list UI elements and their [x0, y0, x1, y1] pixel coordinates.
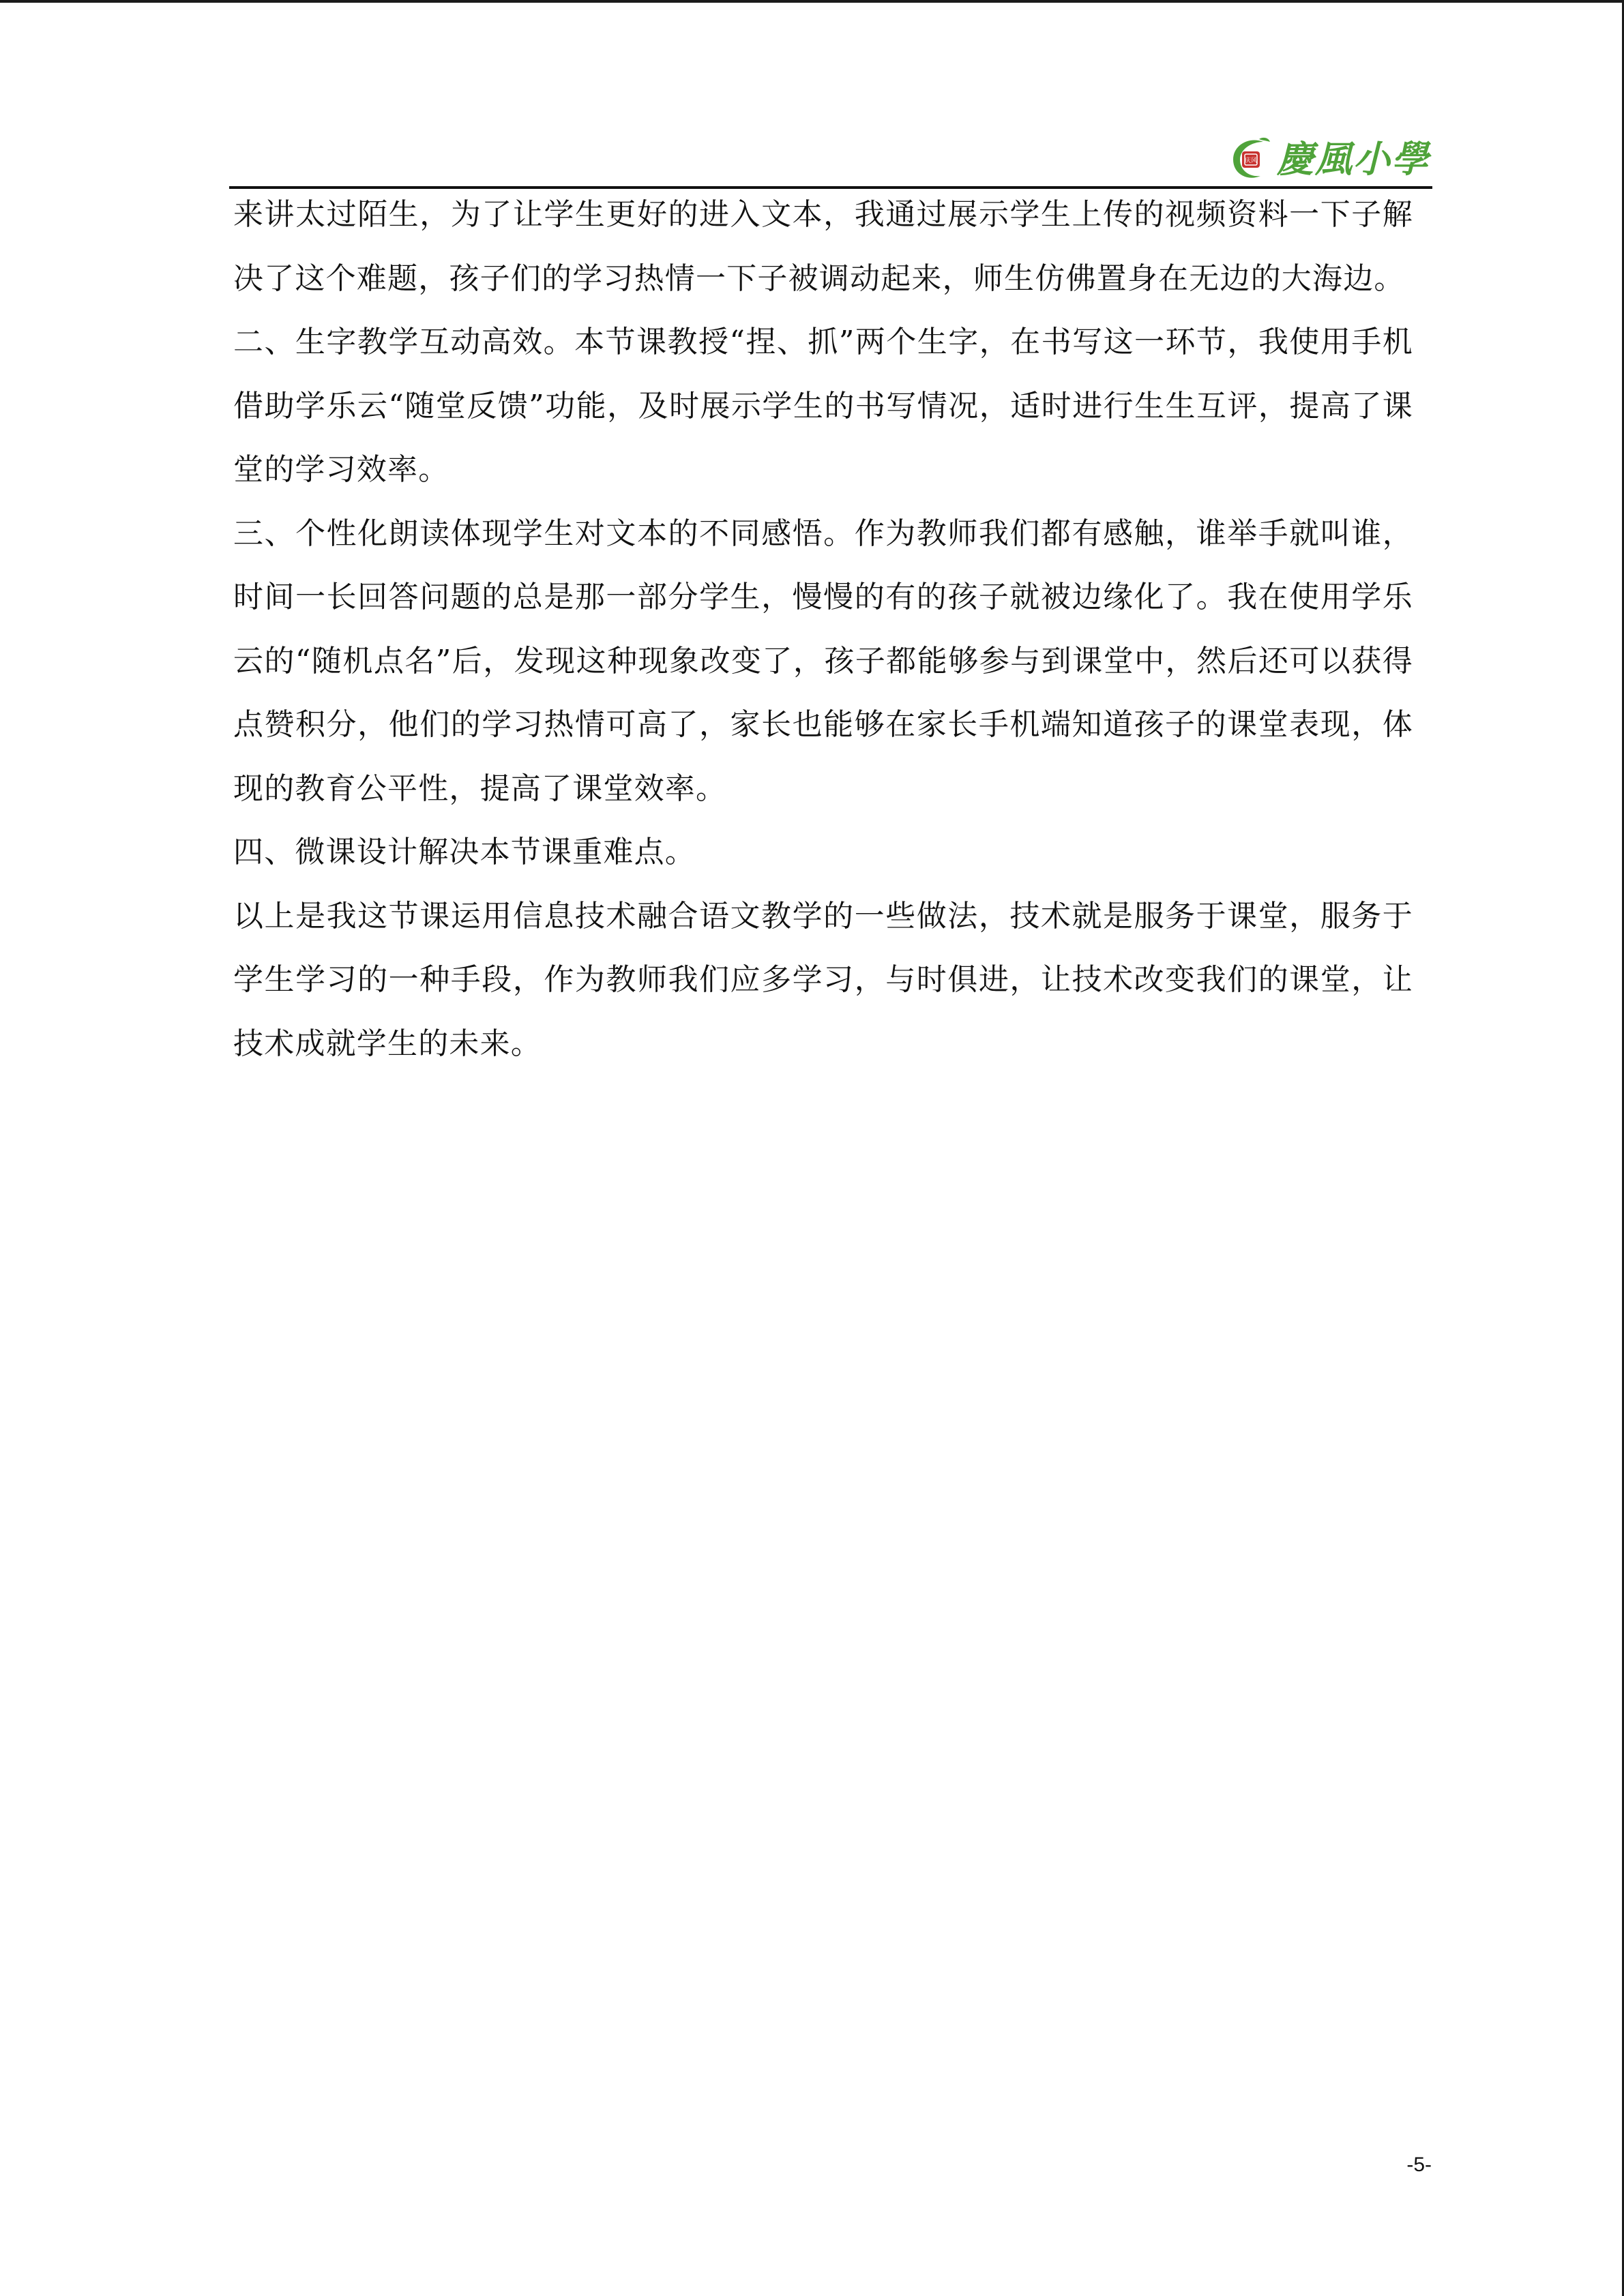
- school-emblem-icon: [1229, 135, 1273, 183]
- paragraph-conclusion: 以上是我这节课运用信息技术融合语文教学的一些做法，技术就是服务于课堂，服务于学生学习的一种手段，作为教师我们应多学习，与时俱进，让技术改变我们的课堂，让技术成就学生的未来。: [233, 898, 1413, 1061]
- page-top-border: [0, 0, 1624, 3]
- school-logo: [1229, 130, 1430, 188]
- paragraph-continuation: 来讲太过陌生，为了让学生更好的进入文本，我通过展示学生上传的视频资料一下子解决了这个难题，孩子们的学习热情一下子被调动起来，师生仿佛置身在无边的大海边。: [233, 197, 1413, 296]
- school-name: 慶風小學: [1277, 137, 1430, 181]
- page-number: -5-: [1406, 2153, 1432, 2176]
- paragraph-personalized-reading: 三、个性化朗读体现学生对文本的不同感悟。作为教师我们都有感触，谁举手就叫谁，时间一长回答问题的总是那一部分学生，慢慢的有的孩子就被边缘化了。我在使用学乐云的“随机点名”后，发现这种现象改变了，孩子都能够参与到课堂中，然后还可以获得点赞积分，他们的学习热情可高了，家长也能够在家长手机端知道孩子的课堂表现，体现的教育公平性，提高了课堂效率。: [233, 516, 1413, 806]
- logo-seal-text: 庆风: [1244, 158, 1258, 164]
- document-body: [233, 183, 1413, 1075]
- page-header: [229, 130, 1432, 188]
- paragraph-micro-lesson: 四、微课设计解决本节课重难点。: [233, 835, 696, 869]
- paragraph-character-teaching: 二、生字教学互动高效。本节课教授“捏、抓”两个生字，在书写这一环节，我使用手机借助学乐云“随堂反馈”功能，及时展示学生的书写情况，适时进行生生互评，提高了课堂的学习效率。: [233, 325, 1413, 487]
